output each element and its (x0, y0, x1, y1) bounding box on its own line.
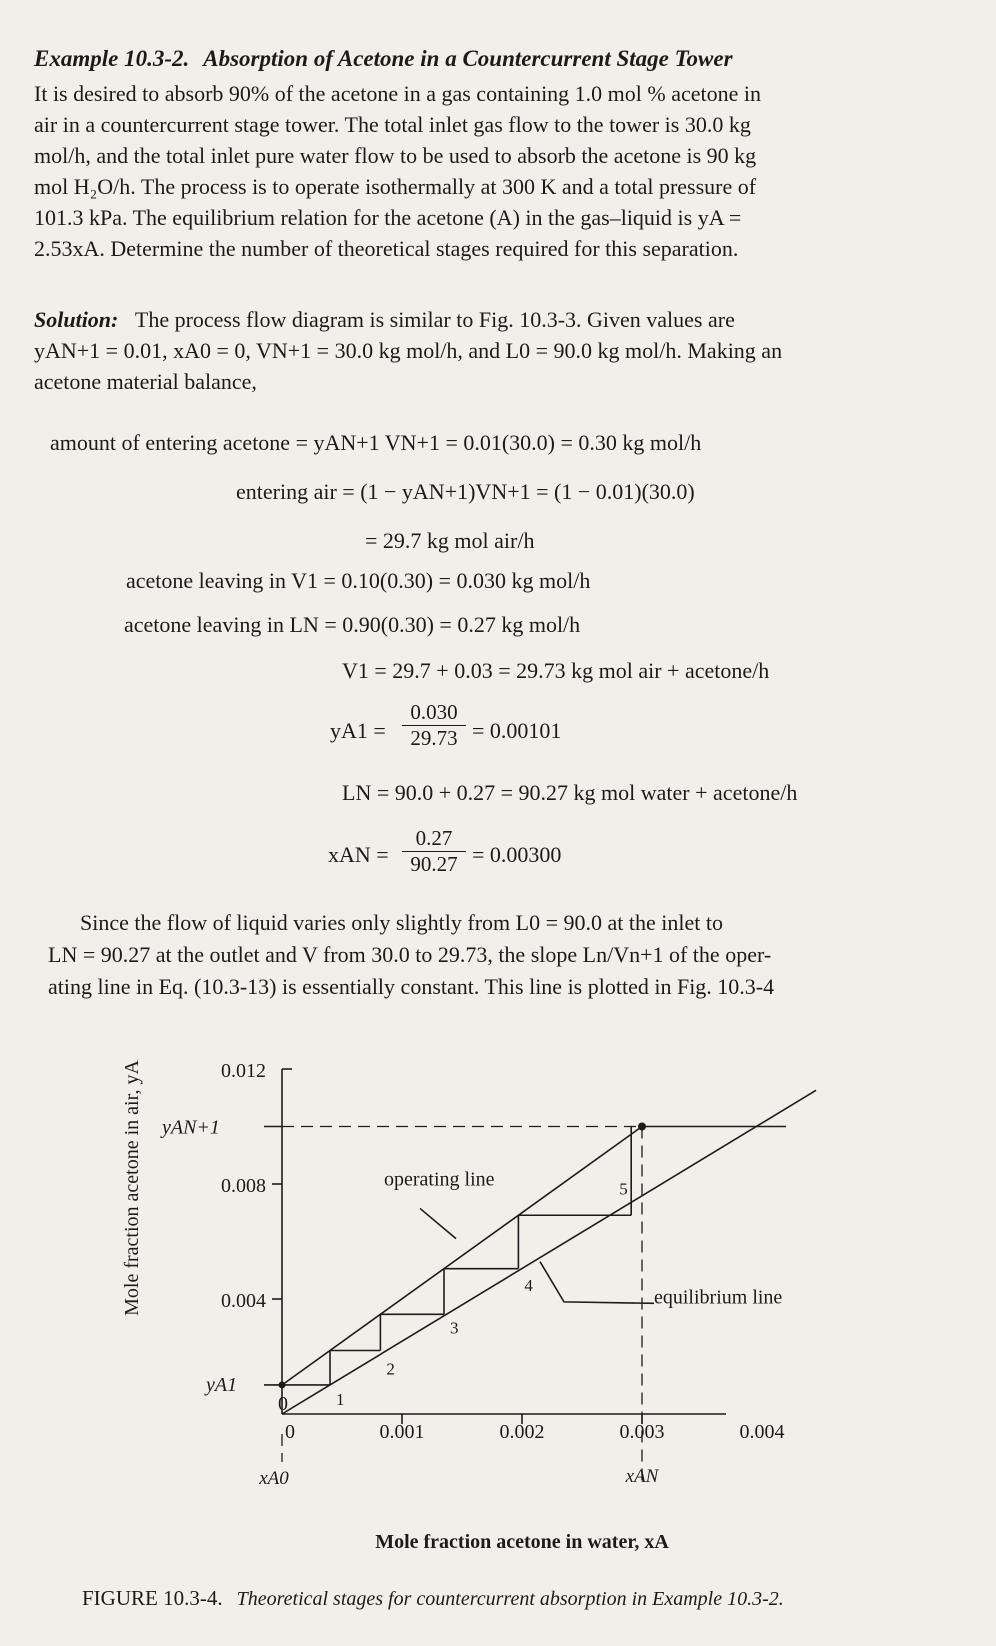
example-heading: Absorption of Acetone in a Countercurrent Stage Tower (203, 46, 733, 71)
fraction-xan (402, 826, 466, 877)
closing-line: Since the flow of liquid varies only slightly from L0 = 90.0 at the inlet to (80, 910, 723, 935)
closing-line: LN = 90.27 at the outlet and V from 30.0 to 29.73, the slope Ln/Vn+1 of the oper- (48, 942, 772, 967)
stage-number: 2 (386, 1359, 395, 1379)
y-axis-label: Mole fraction acetone in air, yA (121, 1060, 143, 1316)
solution-line: acetone material balance, (34, 369, 257, 394)
y-tick-label: 0.004 (221, 1290, 266, 1312)
equation-acetone-ln: acetone leaving in LN = 0.90(0.30) = 0.27 kg mol/h (124, 612, 581, 637)
stage-number: 5 (619, 1179, 628, 1199)
equation-entering-air: entering air = (1 − yAN+1)VN+1 = (1 − 0.01)(30.0) (236, 479, 695, 504)
example-title (34, 46, 733, 72)
figure-caption-text: Theoretical stages for countercurrent absorption in Example 10.3-2. (236, 1588, 784, 1610)
operating-line-leader (420, 1208, 456, 1238)
x-left-annotation: xA0 (259, 1468, 289, 1489)
x-right-annotation: xAN (625, 1466, 659, 1487)
y-bottom-annotation: yA1 (206, 1373, 238, 1396)
problem-line: 101.3 kPa. The equilibrium relation for the acetone (A) in the gas–liquid is yA = (34, 205, 742, 230)
solution-line: The process flow diagram is similar to Fig. 10.3-3. Given values are (134, 307, 735, 332)
problem-line: It is desired to absorb 90% of the acetone in a gas containing 1.0 mol % acetone in (34, 81, 762, 106)
fraction-numerator: 0.27 (402, 826, 466, 852)
problem-statement (34, 78, 761, 264)
equation-air-result: = 29.7 kg mol air/h (365, 528, 535, 553)
x-tick-label: 0.003 (619, 1421, 665, 1443)
y-tick-label: 0.012 (221, 1060, 266, 1082)
solution-line: yAN+1 = 0.01, xA0 = 0, VN+1 = 30.0 kg mol/h, and L0 = 90.0 kg mol/h. Making an (34, 338, 783, 363)
figure-number: FIGURE 10.3-4. (82, 1586, 223, 1610)
stage-number: 3 (450, 1318, 459, 1338)
solution-label: Solution: (34, 307, 119, 332)
fraction-denominator: 90.27 (410, 852, 458, 876)
equation-xan-rhs: = 0.00300 (472, 842, 562, 867)
equation-xan-lhs: xAN = (328, 842, 389, 867)
x-tick-label: 0 (285, 1421, 295, 1443)
equation-acetone-v1: acetone leaving in V1 = 0.10(0.30) = 0.030 kg mol/h (126, 568, 591, 593)
equilibrium-line (282, 1090, 816, 1414)
operating-line (282, 1127, 642, 1385)
equilibrium-line-label: equilibrium line (654, 1286, 783, 1309)
example-number: Example 10.3-2. (34, 46, 190, 71)
stage-number: 1 (336, 1389, 345, 1409)
fraction-denominator: 29.73 (410, 726, 458, 750)
y-tick-label: 0.008 (221, 1175, 266, 1197)
problem-line: mol H₂O/h. The process is to operate isothermally at 300 K and a total pressure of (34, 174, 757, 199)
problem-line: mol/h, and the total inlet pure water flow to be used to absorb the acetone is 90 kg (34, 143, 757, 168)
equation-ya1-rhs: = 0.00101 (472, 718, 562, 743)
fraction-ya1 (402, 700, 466, 751)
x-axis-label: Mole fraction acetone in water, xA (375, 1531, 669, 1553)
equation-v1: V1 = 29.7 + 0.03 = 29.73 kg mol air + acetone/h (342, 658, 770, 683)
equation-entering-acetone: amount of entering acetone = yAN+1 VN+1 = 0.01(30.0) = 0.30 kg mol/h (50, 430, 702, 455)
problem-line: air in a countercurrent stage tower. The total inlet gas flow to the tower is 30.0 kg (34, 112, 751, 137)
y-tick-label: 0 (278, 1393, 288, 1415)
closing-paragraph (48, 907, 774, 1003)
fraction-numerator: 0.030 (402, 700, 466, 726)
yan1-point (638, 1123, 646, 1131)
figure-caption (82, 1586, 784, 1611)
solution-block (34, 304, 782, 397)
equation-ya1-lhs: yA1 = (330, 718, 386, 743)
stage-chart (0, 1046, 996, 1606)
stage-number: 4 (524, 1276, 533, 1296)
equilibrium-line-leader (540, 1262, 654, 1304)
x-tick-label: 0.004 (739, 1421, 785, 1443)
problem-line: 2.53xA. Determine the number of theoretical stages required for this separation. (34, 236, 739, 261)
equation-ln: LN = 90.0 + 0.27 = 90.27 kg mol water + acetone/h (342, 780, 798, 805)
y-top-annotation: yAN+1 (162, 1116, 220, 1139)
operating-line-label: operating line (384, 1168, 495, 1191)
x-tick-label: 0.002 (499, 1421, 545, 1443)
closing-line: ating line in Eq. (10.3-13) is essentially constant. This line is plotted in Fig. 10.3-4 (48, 974, 775, 999)
x-tick-label: 0.001 (379, 1421, 425, 1443)
